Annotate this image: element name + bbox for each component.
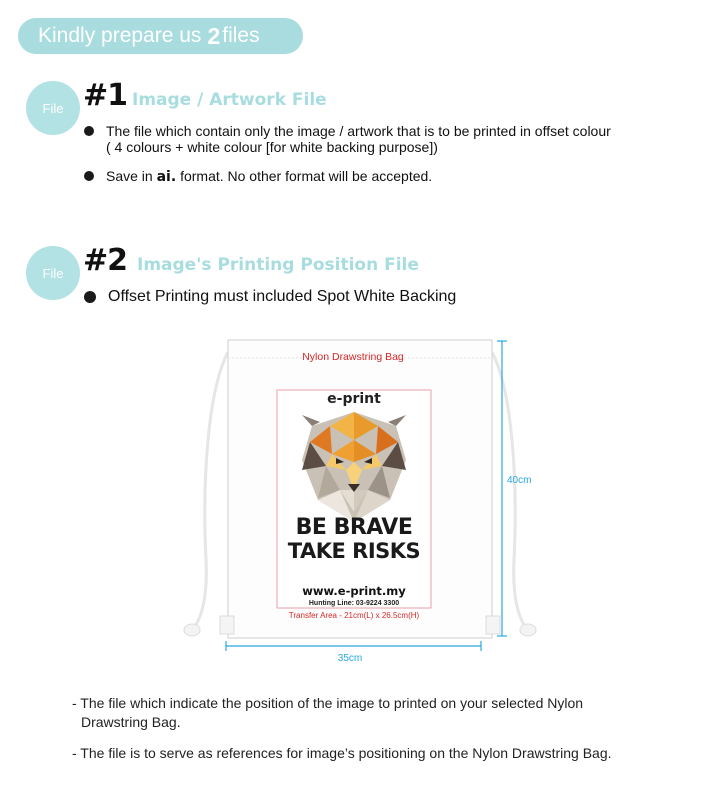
bullet-dot [84,291,96,303]
corner-tab-left [220,616,234,634]
banner-count: 2 [207,22,221,49]
section-number-1: #1 [83,78,128,113]
file-badge-1: File [26,81,80,135]
cord-end-right [520,624,536,636]
hotline: Hunting Line: 03-9224 3300 [308,600,400,607]
bullet-text-line1: The file which contain only the image / artwork that is to be printed in offset colour [106,123,611,139]
bullet-item-1 [84,123,611,155]
section-number-2: #2 [83,243,128,278]
corner-tab-right [486,616,500,634]
cord-end-left [184,624,200,636]
bullet-text-line2: ( 4 colours + white colour [for white backing purpose]) [106,139,438,155]
website: www.e-print.my [302,584,406,598]
bag-illustration [180,330,540,670]
drawstring-left [190,352,228,630]
bag-label: Nylon Drawstring Bag [302,351,404,363]
section-title-1: Image / Artwork File [132,90,327,110]
header-banner [18,18,303,54]
note-2: - The file is to serve as references for image’s positioning on the Nylon Drawstring Bag. [72,745,612,761]
bag-diagram [180,330,540,670]
transfer-area-label: Transfer Area - 21cm(L) x 26.5cm(H) [288,611,420,620]
bullet-text-pre: Save in [106,168,153,184]
bullet-dot [84,171,94,181]
file-badge-2: File [26,246,80,300]
note-1-line2: Drawstring Bag. [81,714,181,730]
format-highlight: ai. [156,169,177,185]
bullet-item-2 [84,168,432,185]
slogan-line1: BE BRAVE [295,515,413,540]
bullet-text-post: format. No other format will be accepted. [180,168,433,184]
bullet-item-3 [84,288,456,306]
slogan-line2: TAKE RISKS [287,539,421,563]
banner-suffix: files [222,24,260,47]
banner-prefix: Kindly prepare us [38,24,202,47]
bullet-text: Offset Printing must included Spot White Backing [108,288,457,305]
section-title-2: Image's Printing Position File [137,255,419,275]
drawstring-right [492,352,530,630]
bullet-dot [84,126,94,136]
note-1 [72,694,583,732]
width-label: 35cm [337,653,363,664]
height-label: 40cm [507,475,532,486]
note-1-line1: - The file which indicate the position of the image to printed on your selected Nylon [72,695,584,711]
brand-logo: e-print [327,391,381,407]
